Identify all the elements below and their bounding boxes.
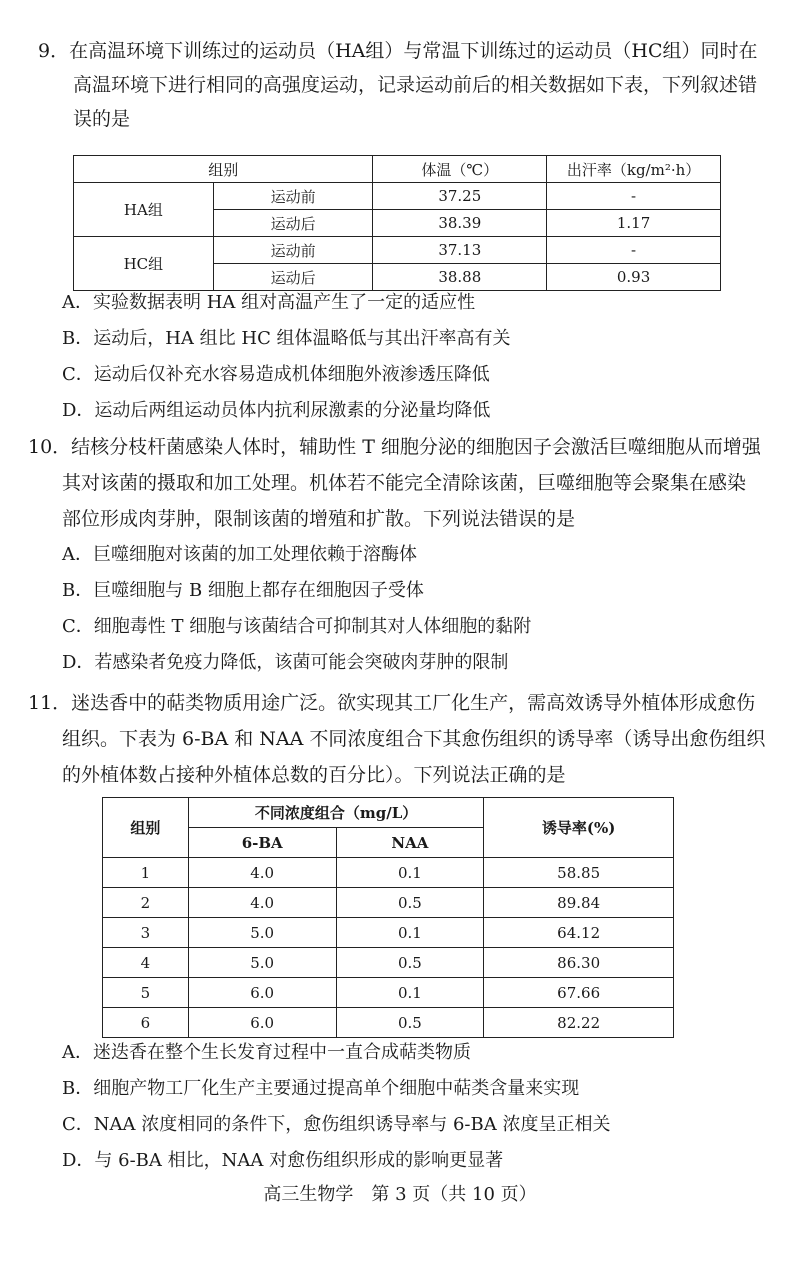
q11-option-d: D．与 6-BA 相比，NAA 对愈伤组织形成的影响更显著 [62,1150,504,1171]
rate-cell: 67.66 [484,978,674,1008]
header-group: 组别 [74,156,373,183]
naa-cell: 0.1 [336,918,484,948]
naa-cell: 0.1 [336,858,484,888]
q9-option-c: C．运动后仅补充水容易造成机体细胞外液渗透压降低 [62,364,490,385]
q10-line-1: 10．结核分枝杆菌感染人体时，辅助性 T 细胞分泌的细胞因子会激活巨噬细胞从而增强 [28,436,761,458]
rate-cell: 58.85 [484,858,674,888]
q11-line-2: 组织。下表为 6-BA 和 NAA 不同浓度组合下其愈伤组织的诱导率（诱导出愈伤组织 [62,728,766,750]
sweat-cell: 1.17 [547,210,721,237]
ba-cell: 4.0 [188,858,336,888]
group-cell: 1 [103,858,189,888]
phase-cell: 运动前 [213,237,373,264]
header-temp: 体温（℃） [373,156,547,183]
table-row [103,948,674,978]
header-6ba: 6-BA [188,828,336,858]
header-combo: 不同浓度组合（mg/L） [188,798,483,828]
header-rate: 诱导率(%) [484,798,674,858]
q9-line-2: 高温环境下进行相同的高强度运动，记录运动前后的相关数据如下表，下列叙述错 [73,74,758,96]
q11-data-table [102,797,674,1038]
group-cell: 3 [103,918,189,948]
q10-option-a: A．巨噬细胞对该菌的加工处理依赖于溶酶体 [62,544,417,565]
table-row [74,183,721,210]
table-header-row [103,798,674,828]
q11-option-b: B．细胞产物工厂化生产主要通过提高单个细胞中萜类含量来实现 [62,1078,580,1099]
temp-cell: 37.25 [373,183,547,210]
q10-line-2: 其对该菌的摄取和加工处理。机体若不能完全清除该菌，巨噬细胞等会聚集在感染 [62,472,747,494]
rate-cell: 82.22 [484,1008,674,1038]
q10-option-b: B．巨噬细胞与 B 细胞上都存在细胞因子受体 [62,580,424,601]
group-cell: 4 [103,948,189,978]
q10-option-d: D．若感染者免疫力降低，该菌可能会突破肉芽肿的限制 [62,652,509,673]
table-row [103,1008,674,1038]
ba-cell: 5.0 [188,948,336,978]
table-row [103,918,674,948]
table-header-row [74,156,721,183]
group-cell: 2 [103,888,189,918]
rate-cell: 89.84 [484,888,674,918]
temp-cell: 38.39 [373,210,547,237]
table-row [103,858,674,888]
ba-cell: 6.0 [188,978,336,1008]
phase-cell: 运动前 [213,183,373,210]
group-cell: 5 [103,978,189,1008]
naa-cell: 0.5 [336,948,484,978]
q10-line-3: 部位形成肉芽肿，限制该菌的增殖和扩散。下列说法错误的是 [62,508,576,530]
table-row [103,888,674,918]
phase-cell: 运动后 [213,210,373,237]
page-footer: 高三生物学 第 3 页（共 10 页） [263,1184,537,1205]
q11-line-3: 的外植体数占接种外植体总数的百分比）。下列说法正确的是 [62,764,566,786]
naa-cell: 0.1 [336,978,484,1008]
temp-cell: 38.88 [373,264,547,291]
q9-option-b: B．运动后，HA 组比 HC 组体温略低与其出汗率高有关 [62,328,511,349]
table-row [103,978,674,1008]
rate-cell: 64.12 [484,918,674,948]
table-row [74,237,721,264]
q11-option-a: A．迷迭香在整个生长发育过程中一直合成萜类物质 [62,1042,471,1063]
group-cell: HA组 [74,183,214,237]
ba-cell: 4.0 [188,888,336,918]
q9-option-a: A．实验数据表明 HA 组对高温产生了一定的适应性 [62,292,476,313]
ba-cell: 5.0 [188,918,336,948]
rate-cell: 86.30 [484,948,674,978]
header-group: 组别 [103,798,189,858]
q9-data-table [73,155,721,291]
header-naa: NAA [336,828,484,858]
sweat-cell: - [547,237,721,264]
q10-option-c: C．细胞毒性 T 细胞与该菌结合可抑制其对人体细胞的黏附 [62,616,532,637]
naa-cell: 0.5 [336,888,484,918]
ba-cell: 6.0 [188,1008,336,1038]
header-sweat: 出汗率（kg/m²·h） [547,156,721,183]
naa-cell: 0.5 [336,1008,484,1038]
sweat-cell: 0.93 [547,264,721,291]
q9-option-d: D．运动后两组运动员体内抗利尿激素的分泌量均降低 [62,400,491,421]
group-cell: HC组 [74,237,214,291]
q9-line-1: 9．在高温环境下训练过的运动员（HA组）与常温下训练过的运动员（HC组）同时在 [38,40,758,62]
sweat-cell: - [547,183,721,210]
temp-cell: 37.13 [373,237,547,264]
phase-cell: 运动后 [213,264,373,291]
q11-line-1: 11．迷迭香中的萜类物质用途广泛。欲实现其工厂化生产，需高效诱导外植体形成愈伤 [28,692,756,714]
q11-option-c: C．NAA 浓度相同的条件下，愈伤组织诱导率与 6-BA 浓度呈正相关 [62,1114,611,1135]
q9-line-3: 误的是 [73,108,131,130]
group-cell: 6 [103,1008,189,1038]
